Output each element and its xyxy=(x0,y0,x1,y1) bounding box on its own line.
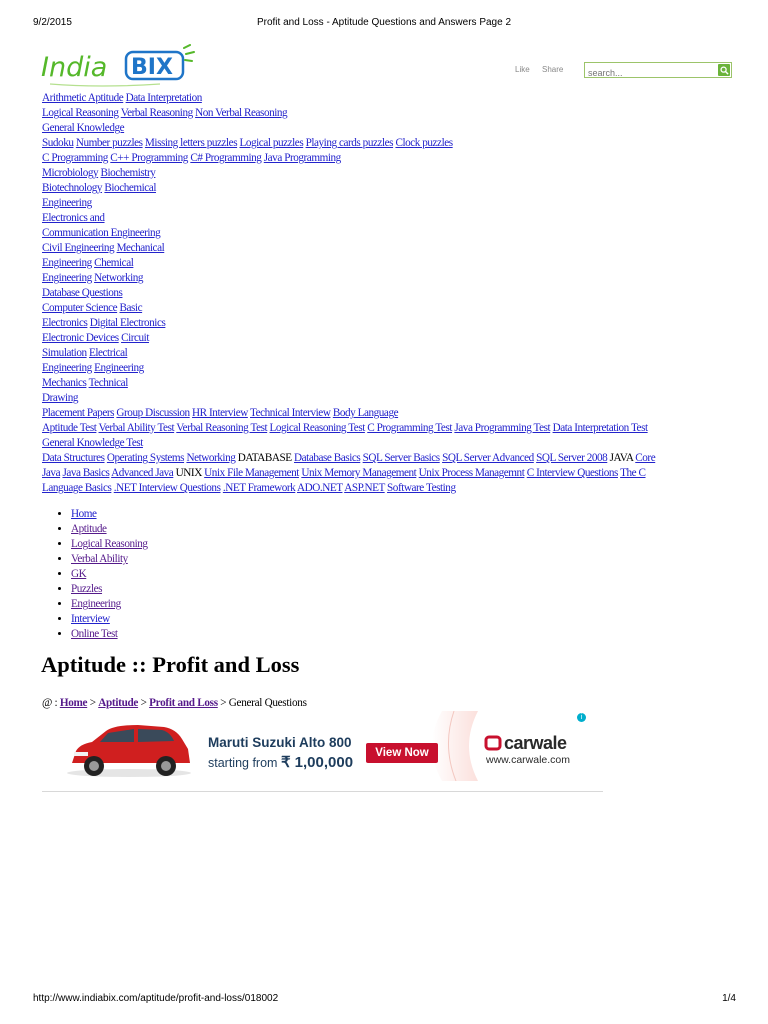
topic-text: JAVA xyxy=(607,452,636,464)
menu-link[interactable]: Verbal Ability xyxy=(71,553,128,565)
topic-link[interactable]: Technical Interview xyxy=(250,407,331,419)
topic-line xyxy=(42,106,732,121)
menu-item xyxy=(71,582,148,597)
topic-link[interactable]: Logical puzzles xyxy=(239,137,304,149)
topic-link[interactable]: ADO.NET xyxy=(297,482,343,494)
menu-link[interactable]: GK xyxy=(71,568,87,580)
topic-link[interactable]: Java xyxy=(42,467,61,479)
menu-item xyxy=(71,567,148,582)
topic-text: UNIX xyxy=(173,467,205,479)
breadcrumb-aptitude-link[interactable]: Aptitude xyxy=(98,697,139,709)
topic-line xyxy=(42,436,732,451)
topic-line xyxy=(42,451,732,466)
topic-link[interactable]: Networking xyxy=(186,452,236,464)
menu-item xyxy=(71,552,148,567)
topic-link[interactable]: Electronics xyxy=(42,317,88,329)
topic-link[interactable]: Arithmetic Aptitude xyxy=(42,92,124,104)
topic-link[interactable]: Biotechnology xyxy=(42,182,103,194)
topic-link[interactable]: SQL Server Basics xyxy=(362,452,440,464)
topic-link[interactable]: C Interview Questions xyxy=(526,467,618,479)
topic-link[interactable]: Unix Process Managemnt xyxy=(418,467,525,479)
topic-line xyxy=(42,346,732,361)
topic-line xyxy=(42,466,732,481)
topic-line xyxy=(42,286,732,301)
menu-item xyxy=(71,627,148,642)
topic-link[interactable]: C Programming Test xyxy=(367,422,453,434)
topic-link[interactable]: Verbal Ability Test xyxy=(98,422,175,434)
topic-link[interactable]: Java Programming xyxy=(263,152,341,164)
breadcrumb-topic-link[interactable]: Profit and Loss xyxy=(149,697,218,709)
topic-link[interactable]: Digital Electronics xyxy=(89,317,166,329)
menu-item xyxy=(71,522,148,537)
topic-link[interactable]: Software Testing xyxy=(387,482,456,494)
topic-link[interactable]: Number puzzles xyxy=(75,137,143,149)
topic-link[interactable]: C# Programming xyxy=(190,152,262,164)
topic-link[interactable]: Biochemistry xyxy=(100,167,156,179)
ad-brand-url: www.carwale.com xyxy=(486,754,571,766)
topic-link[interactable]: Data Structures xyxy=(42,452,105,464)
topic-link[interactable]: Circuit xyxy=(121,332,149,344)
breadcrumb-prefix: @ : xyxy=(42,697,60,709)
topic-line xyxy=(42,166,732,181)
topic-link[interactable]: Operating Systems xyxy=(106,452,185,464)
topic-link[interactable]: SQL Server 2008 xyxy=(536,452,608,464)
topic-link[interactable]: Technical xyxy=(88,377,128,389)
topic-link[interactable]: Communication Engineering xyxy=(42,227,161,239)
print-footer xyxy=(0,993,768,1007)
topic-link[interactable]: .NET Interview Questions xyxy=(113,482,221,494)
like-button[interactable]: Like xyxy=(515,65,530,74)
main-menu xyxy=(40,507,148,642)
topic-navigation xyxy=(42,91,732,496)
topic-link[interactable]: Placement Papers xyxy=(42,407,115,419)
menu-link[interactable]: Interview xyxy=(71,613,110,625)
topic-link[interactable]: Mechanical xyxy=(116,242,165,254)
menu-item xyxy=(71,507,148,522)
menu-link[interactable]: Aptitude xyxy=(71,523,107,535)
topic-text: DATABASE xyxy=(235,452,295,464)
ad-brand-name: carwale xyxy=(504,733,567,753)
topic-link[interactable]: Logical Reasoning Test xyxy=(269,422,365,434)
menu-link[interactable]: Home xyxy=(71,508,97,520)
topic-line xyxy=(42,421,732,436)
topic-line xyxy=(42,316,732,331)
topic-line xyxy=(42,331,732,346)
topic-link[interactable]: Civil Engineering xyxy=(42,242,115,254)
topic-line xyxy=(42,196,732,211)
topic-link[interactable]: Group Discussion xyxy=(116,407,190,419)
menu-item xyxy=(71,537,148,552)
topic-link[interactable]: Aptitude Test xyxy=(42,422,97,434)
topic-line xyxy=(42,256,732,271)
topic-link[interactable]: Biochemical xyxy=(104,182,156,194)
topic-link[interactable]: Electrical xyxy=(88,347,128,359)
menu-link[interactable]: Online Test xyxy=(71,628,118,640)
page-title: Aptitude :: Profit and Loss xyxy=(41,652,300,677)
breadcrumb-separator: > xyxy=(87,697,99,709)
logo-text-bix: BIX xyxy=(131,55,173,80)
topic-line xyxy=(42,271,732,286)
topic-link[interactable]: Electronics and xyxy=(42,212,105,224)
topic-link[interactable]: General Knowledge Test xyxy=(42,437,143,449)
topic-link[interactable]: Chemical xyxy=(94,257,134,269)
adchoices-info-icon[interactable]: i xyxy=(577,713,586,722)
topic-link[interactable]: Drawing xyxy=(42,392,78,404)
topic-link[interactable]: Verbal Reasoning xyxy=(120,107,193,119)
carwale-logo-mark xyxy=(486,737,500,749)
topic-link[interactable]: Missing letters puzzles xyxy=(144,137,238,149)
topic-link[interactable]: Engineering xyxy=(94,362,144,374)
car-image xyxy=(67,725,191,777)
breadcrumb xyxy=(42,697,307,709)
topic-link[interactable]: Java Basics xyxy=(62,467,110,479)
topic-link[interactable]: .NET Framework xyxy=(222,482,296,494)
topic-link[interactable]: Sudoku xyxy=(42,137,74,149)
ad-price: ₹ 1,00,000 xyxy=(280,754,354,771)
print-date: 9/2/2015 xyxy=(33,17,72,28)
print-header xyxy=(0,17,768,31)
topic-link[interactable]: Electronic Devices xyxy=(42,332,119,344)
topic-link[interactable]: Logical Reasoning xyxy=(42,107,119,119)
topic-link[interactable]: Mechanics xyxy=(42,377,87,389)
search-button[interactable] xyxy=(718,64,730,76)
print-page-number: 1/4 xyxy=(722,993,736,1004)
topic-link[interactable]: C++ Programming xyxy=(110,152,188,164)
content-divider xyxy=(42,791,603,792)
topic-link[interactable]: Basic xyxy=(119,302,143,314)
carwale-ad-banner[interactable] xyxy=(42,711,588,781)
topic-line xyxy=(42,376,732,391)
topic-link[interactable]: Engineering xyxy=(42,272,92,284)
topic-link[interactable]: Database Basics xyxy=(294,452,361,464)
topic-link[interactable]: Unix Memory Management xyxy=(301,467,417,479)
topic-link[interactable]: Java Programming Test xyxy=(454,422,551,434)
topic-line xyxy=(42,151,732,166)
menu-link[interactable]: Logical Reasoning xyxy=(71,538,148,550)
topic-link[interactable]: ASP.NET xyxy=(344,482,385,494)
menu-link[interactable]: Engineering xyxy=(71,598,121,610)
ad-headline: Maruti Suzuki Alto 800 xyxy=(208,735,352,750)
topic-link[interactable]: The C xyxy=(620,467,646,479)
topic-link[interactable]: Engineering xyxy=(42,362,92,374)
topic-line xyxy=(42,226,732,241)
topic-link[interactable]: SQL Server Advanced xyxy=(442,452,534,464)
topic-line xyxy=(42,481,732,496)
topic-line xyxy=(42,211,732,226)
topic-link[interactable]: Engineering xyxy=(42,257,92,269)
topic-line xyxy=(42,181,732,196)
search-box xyxy=(584,62,732,78)
share-button[interactable]: Share xyxy=(542,65,564,74)
topic-link[interactable]: Database Questions xyxy=(42,287,123,299)
topic-link[interactable]: Networking xyxy=(94,272,144,284)
topic-line xyxy=(42,391,732,406)
topic-link[interactable]: C Programming xyxy=(42,152,108,164)
topic-link[interactable]: Clock puzzles xyxy=(395,137,453,149)
logo-text-india: India xyxy=(41,52,108,83)
topic-line xyxy=(42,241,732,256)
topic-link[interactable]: HR Interview xyxy=(192,407,248,419)
topic-link[interactable]: Engineering xyxy=(42,197,92,209)
topic-link[interactable]: General Knowledge xyxy=(42,122,125,134)
topic-line xyxy=(42,91,732,106)
topic-link[interactable]: Microbiology xyxy=(42,167,99,179)
breadcrumb-separator: > xyxy=(138,697,150,709)
topic-link[interactable]: Simulation xyxy=(42,347,87,359)
menu-item xyxy=(71,612,148,627)
topic-link[interactable]: Data Interpretation xyxy=(125,92,202,104)
indiabix-logo[interactable] xyxy=(40,44,200,90)
view-now-button[interactable]: View Now xyxy=(366,743,438,763)
breadcrumb-current: > General Questions xyxy=(217,697,307,709)
topic-link[interactable]: Playing cards puzzles xyxy=(305,137,394,149)
topic-link[interactable]: Advanced Java xyxy=(111,467,174,479)
topic-link[interactable]: Computer Science xyxy=(42,302,118,314)
topic-line xyxy=(42,121,732,136)
print-url: http://www.indiabix.com/aptitude/profit-and-loss/018002 xyxy=(33,993,279,1004)
menu-item xyxy=(71,597,148,612)
topic-line xyxy=(42,361,732,376)
menu-link[interactable]: Puzzles xyxy=(71,583,103,595)
topic-link[interactable]: Verbal Reasoning Test xyxy=(176,422,268,434)
search-input[interactable] xyxy=(585,66,712,80)
print-title: Profit and Loss - Aptitude Questions and Answers Page 2 xyxy=(256,17,512,28)
topic-link[interactable]: Language Basics xyxy=(42,482,112,494)
breadcrumb-home-link[interactable]: Home xyxy=(59,697,88,709)
ad-subtext: starting from ₹ 1,00,000 xyxy=(208,754,354,771)
topic-link[interactable]: Non Verbal Reasoning xyxy=(195,107,288,119)
topic-link[interactable]: Unix File Management xyxy=(204,467,299,479)
topic-link[interactable]: Data Interpretation Test xyxy=(552,422,648,434)
topic-line xyxy=(42,406,732,421)
topic-line xyxy=(42,136,732,151)
topic-line xyxy=(42,301,732,316)
search-icon xyxy=(720,66,729,75)
topic-link[interactable]: Body Language xyxy=(332,407,399,419)
topic-link[interactable]: Core xyxy=(635,452,656,464)
